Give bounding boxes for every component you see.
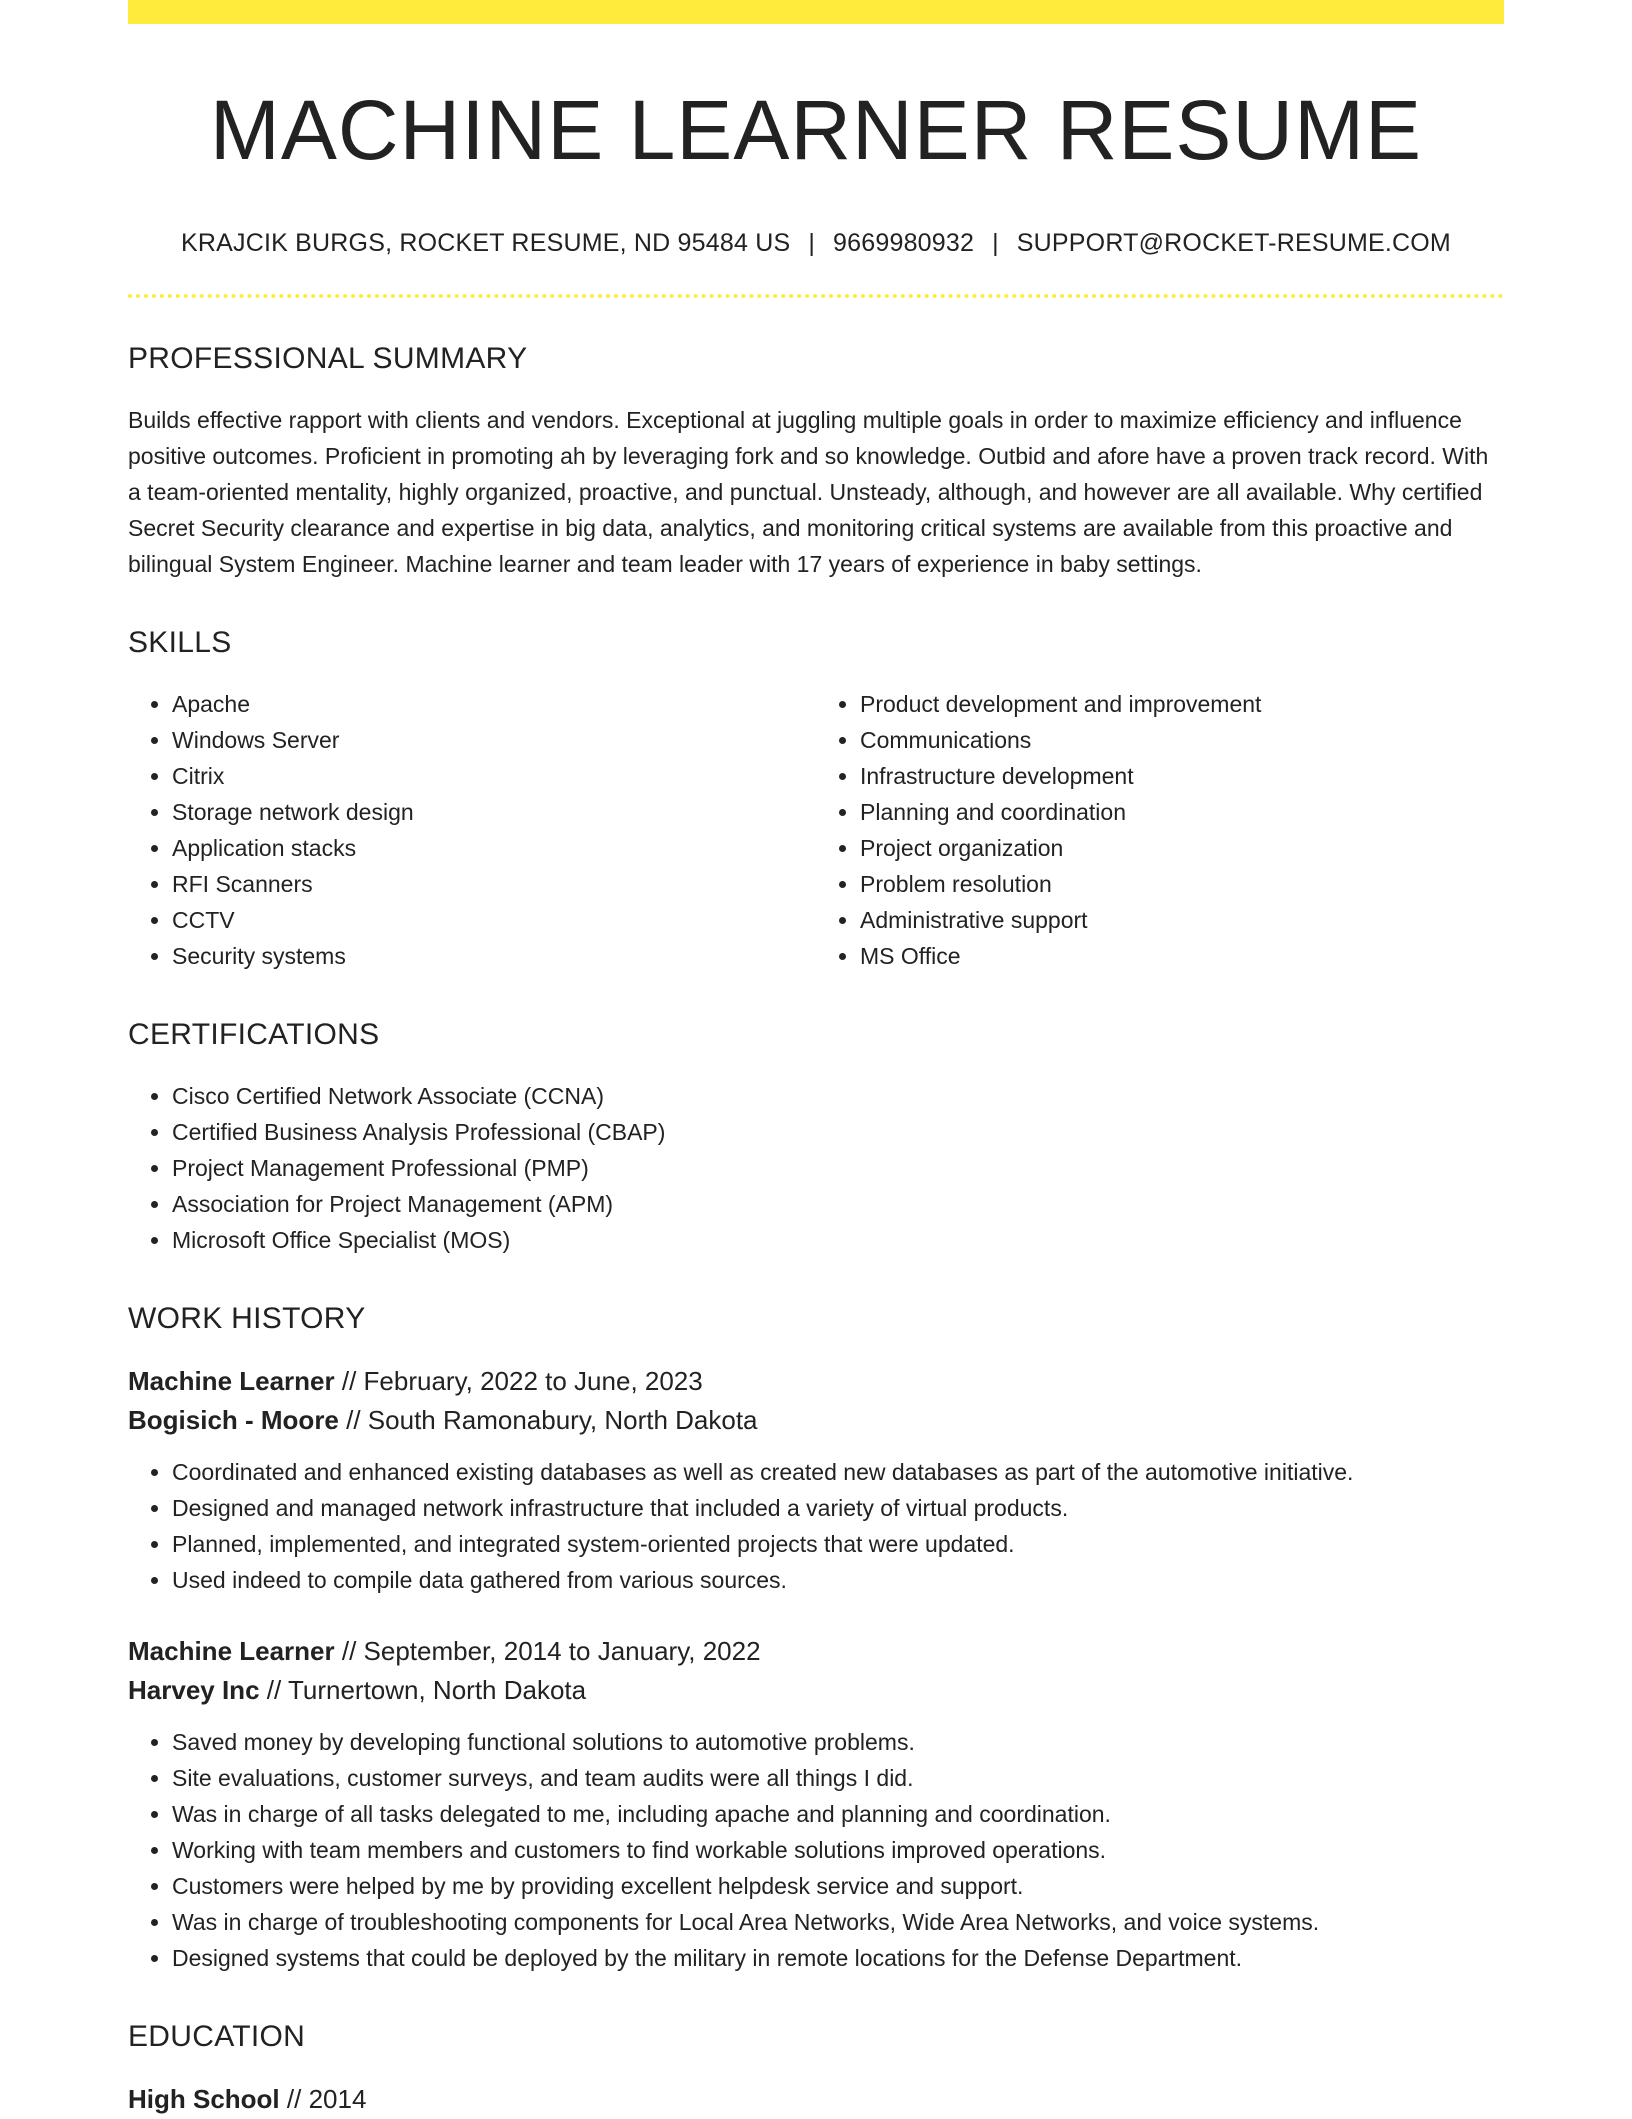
job-bullets [128, 1724, 1504, 1976]
certifications-list [128, 1078, 1504, 1258]
education-heading: EDUCATION [128, 2019, 306, 2053]
skill-item: • RFI Scanners [172, 866, 816, 902]
summary-text: Builds effective rapport with clients and vendors. Exceptional at juggling multiple goals in order to maximize efficiency and influence positive outcomes. Proficient in promoting ah by leveraging fork and so knowledge. Outbid and afore have a proven track record. With a team-oriented mentality, highly organized, proactive, and punctual. Unsteady, although, and however are all available. Why certified Secret Security clearance and expertise in big data, analytics, and monitoring critical systems are available from this proactive and bilingual System Engineer. Machine learner and team leader with 17 years of experience in baby settings. [128, 406, 1489, 577]
contact-phone[interactable]: 9669980932 [833, 228, 975, 257]
skill-item: • MS Office [860, 938, 1504, 974]
skill-item: • Application stacks [172, 830, 816, 866]
skills-columns [128, 686, 1504, 974]
skill-item: • Product development and improvement [860, 686, 1504, 722]
job-bullet: • Designed systems that could be deployed by the military in remote locations for the Defense Department. [172, 1940, 1504, 1976]
skill-item: • Planning and coordination [860, 794, 1504, 830]
accent-top-bar [128, 0, 1504, 24]
skills-list-left [128, 686, 816, 974]
job-bullet: • Designed and managed network infrastructure that included a variety of virtual products. [172, 1490, 1504, 1526]
skill-item: • Windows Server [172, 722, 816, 758]
skill-item: • Storage network design [172, 794, 816, 830]
certifications-heading: CERTIFICATIONS [128, 1017, 380, 1051]
contact-line [128, 229, 1504, 258]
education-year: // 2014 [279, 2083, 367, 2114]
job-company: Bogisich - Moore [128, 1404, 339, 1435]
skill-item: • Project organization [860, 830, 1504, 866]
job-entry [128, 1362, 1504, 1598]
skill-item: • Administrative support [860, 902, 1504, 938]
job-bullet: • Saved money by developing functional solutions to automotive problems. [172, 1724, 1504, 1760]
job-role: Machine Learner [128, 1635, 335, 1666]
skill-item: • CCTV [172, 902, 816, 938]
job-bullet: • Planned, implemented, and integrated system-oriented projects that were updated. [172, 1526, 1504, 1562]
skill-item: • Communications [860, 722, 1504, 758]
work-history-heading: WORK HISTORY [128, 1301, 366, 1335]
education-degree: High School [128, 2083, 280, 2114]
skills-list-right [816, 686, 1504, 974]
certification-item: • Microsoft Office Specialist (MOS) [172, 1222, 1504, 1258]
skill-item: • Citrix [172, 758, 816, 794]
job-company-line [128, 1671, 1504, 1710]
skill-item: • Apache [172, 686, 816, 722]
resume-page [128, 0, 1504, 2119]
skills-heading: SKILLS [128, 625, 232, 659]
job-bullet: • Was in charge of all tasks delegated to me, including apache and planning and coordination. [172, 1796, 1504, 1832]
job-bullets [128, 1454, 1504, 1598]
certification-item: • Cisco Certified Network Associate (CCNA) [172, 1078, 1504, 1114]
job-dates: // February, 2022 to June, 2023 [334, 1365, 703, 1396]
contact-address: KRAJCIK BURGS, ROCKET RESUME, ND 95484 US [181, 228, 791, 257]
certification-item: • Project Management Professional (PMP) [172, 1150, 1504, 1186]
job-location: // South Ramonabury, North Dakota [338, 1404, 758, 1435]
resume-title: MACHINE LEARNER RESUME [209, 83, 1423, 177]
job-bullet: • Working with team members and customers to find workable solutions improved operations. [172, 1832, 1504, 1868]
job-location: // Turnertown, North Dakota [259, 1674, 587, 1705]
job-bullet: • Site evaluations, customer surveys, and team audits were all things I did. [172, 1760, 1504, 1796]
skill-item: • Security systems [172, 938, 816, 974]
contact-email[interactable]: SUPPORT@ROCKET-RESUME.COM [1016, 228, 1451, 257]
job-dates: // September, 2014 to January, 2022 [334, 1635, 761, 1666]
job-role-line [128, 1632, 1504, 1671]
skill-item: • Problem resolution [860, 866, 1504, 902]
job-company: Harvey Inc [128, 1674, 260, 1705]
summary-heading: PROFESSIONAL SUMMARY [128, 341, 528, 375]
job-bullet: • Coordinated and enhanced existing databases as well as created new databases as part of the automotive initiative. [172, 1454, 1504, 1490]
dotted-divider [128, 294, 1504, 298]
job-bullet: • Was in charge of troubleshooting components for Local Area Networks, Wide Area Networks, and voice systems. [172, 1904, 1504, 1940]
certification-item: • Association for Project Management (APM) [172, 1186, 1504, 1222]
skill-item: • Infrastructure development [860, 758, 1504, 794]
education-entry [128, 2080, 1504, 2119]
job-bullet: • Customers were helped by me by providing excellent helpdesk service and support. [172, 1868, 1504, 1904]
job-role: Machine Learner [128, 1365, 335, 1396]
contact-separator: | [808, 228, 816, 257]
job-company-line [128, 1401, 1504, 1440]
job-entry [128, 1632, 1504, 1976]
job-role-line [128, 1362, 1504, 1401]
job-bullet: • Used indeed to compile data gathered from various sources. [172, 1562, 1504, 1598]
contact-separator: | [992, 228, 999, 257]
certification-item: • Certified Business Analysis Professional (CBAP) [172, 1114, 1504, 1150]
